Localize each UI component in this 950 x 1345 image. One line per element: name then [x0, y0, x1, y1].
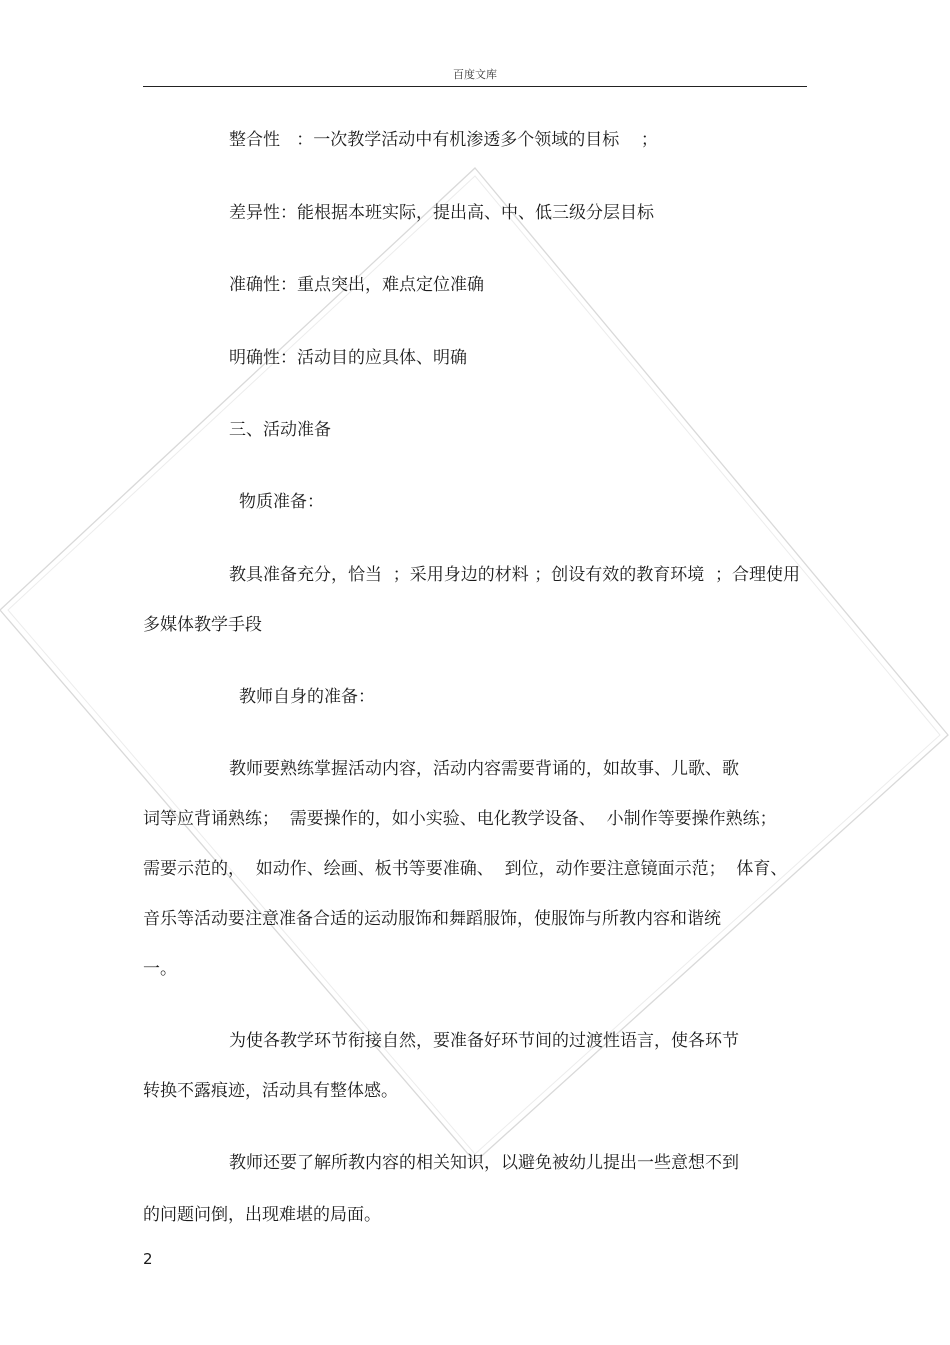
header-rule	[143, 86, 807, 87]
paragraph-line: 的问题问倒，出现难堪的局面。	[143, 1205, 381, 1225]
header-title: 百度文库	[453, 68, 497, 81]
paragraph-line: 明确性：活动目的应具体、明确	[229, 348, 467, 368]
paragraph-line: 音乐等活动要注意准备合适的运动服饰和舞蹈服饰，使服饰与所教内容和谐统	[143, 909, 721, 929]
subheading: 物质准备：	[239, 492, 324, 512]
paragraph-line: 教师要熟练掌握活动内容，活动内容需要背诵的，如故事、儿歌、歌	[229, 759, 739, 779]
paragraph-line: 转换不露痕迹，活动具有整体感。	[143, 1081, 398, 1101]
paragraph-line: 教师还要了解所教内容的相关知识，以避免被幼儿提出一些意想不到	[229, 1153, 739, 1173]
section-heading: 三、活动准备	[229, 420, 331, 440]
paragraph-line: 需要示范的， 如动作、绘画、板书等要准确、 到位，动作要注意镜面示范； 体育、	[143, 859, 788, 879]
paragraph-line: 差异性：能根据本班实际，提出高、中、低三级分层目标	[229, 203, 654, 223]
paragraph-line: 词等应背诵熟练； 需要操作的，如小实验、电化教学设备、 小制作等要操作熟练；	[143, 809, 777, 829]
subheading: 教师自身的准备：	[239, 687, 375, 707]
paragraph-line: 整合性 ：一次教学活动中有机渗透多个领域的目标 ；	[229, 130, 658, 150]
paragraph-line: 准确性：重点突出，难点定位准确	[229, 275, 484, 295]
paragraph-line: 一。	[143, 959, 177, 979]
paragraph-line: 教具准备充分，恰当 ；采用身边的材料 ；创设有效的教育环境 ；合理使用	[229, 565, 801, 585]
paragraph-line: 为使各教学环节衔接自然，要准备好环节间的过渡性语言，使各环节	[229, 1031, 739, 1051]
paragraph-line: 多媒体教学手段	[143, 615, 262, 635]
page-number: 2	[143, 1250, 153, 1268]
